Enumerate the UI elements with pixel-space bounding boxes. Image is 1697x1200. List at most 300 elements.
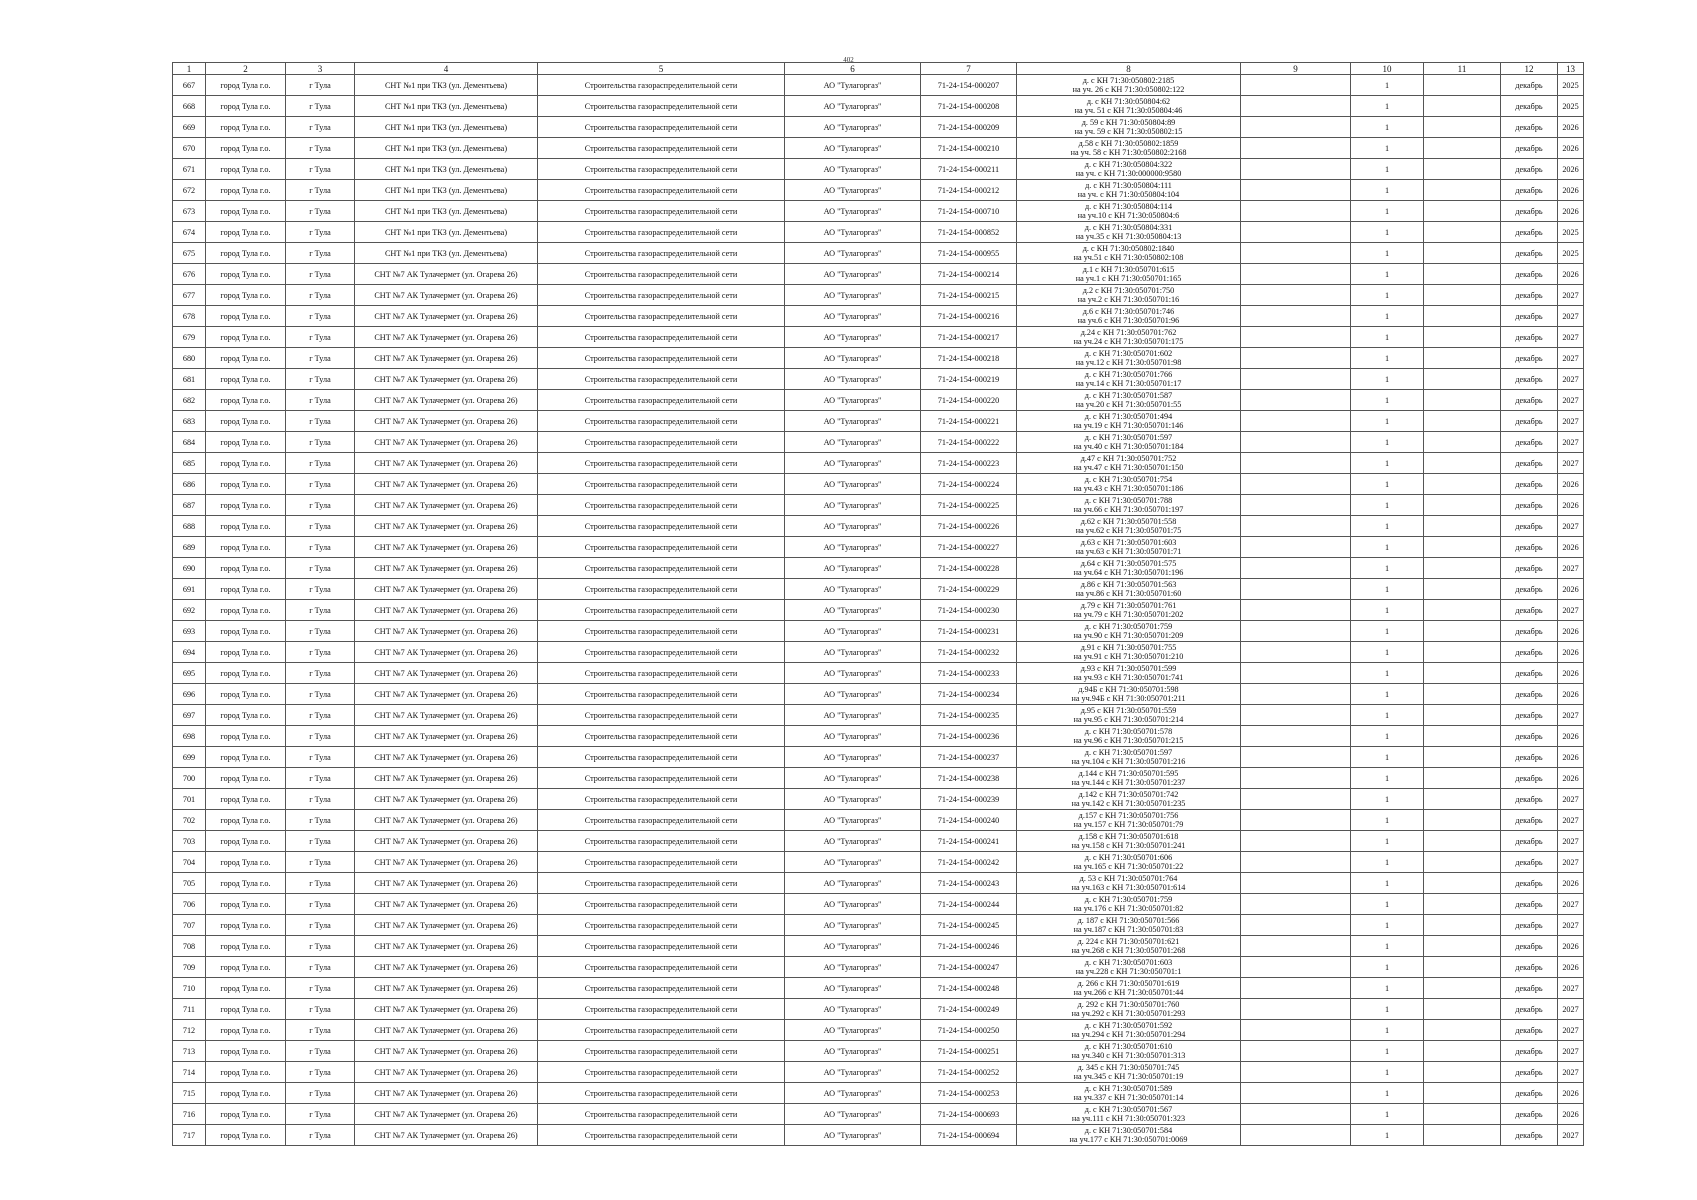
table-row bbox=[173, 432, 1584, 453]
year-cell: 2026 bbox=[1558, 138, 1584, 159]
row-number: 675 bbox=[173, 243, 206, 264]
col9-cell bbox=[1241, 621, 1351, 642]
col9-cell bbox=[1241, 243, 1351, 264]
plot-cadastral-line: на уч.96 с КН 71:30:050701:215 bbox=[1073, 736, 1184, 745]
col-header: 8 bbox=[1017, 63, 1241, 75]
col-header: 2 bbox=[206, 63, 286, 75]
year-cell: 2026 bbox=[1558, 474, 1584, 495]
table-row bbox=[173, 306, 1584, 327]
municipality-cell: город Тула г.о. bbox=[206, 789, 286, 810]
quantity-cell: 1 bbox=[1351, 516, 1424, 537]
col11-cell bbox=[1424, 516, 1501, 537]
plot-cadastral-line: на уч. с КН 71:30:050804:104 bbox=[1077, 190, 1180, 199]
settlement-cell: г Тула bbox=[286, 474, 355, 495]
col11-cell bbox=[1424, 96, 1501, 117]
address-cell bbox=[1017, 348, 1241, 369]
object-cell: СНТ №7 АК Тулачермет (ул. Огарева 26) bbox=[355, 474, 538, 495]
municipality-cell: город Тула г.о. bbox=[206, 327, 286, 348]
municipality-cell: город Тула г.о. bbox=[206, 600, 286, 621]
work-type-cell: Строительства газораспределительной сети bbox=[538, 285, 785, 306]
col9-cell bbox=[1241, 1125, 1351, 1146]
col11-cell bbox=[1424, 264, 1501, 285]
work-type-cell: Строительства газораспределительной сети bbox=[538, 516, 785, 537]
month-cell: декабрь bbox=[1501, 159, 1558, 180]
organization-cell: АО "Тулагоргаз" bbox=[785, 285, 921, 306]
work-type-cell: Строительства газораспределительной сети bbox=[538, 1125, 785, 1146]
object-cell: СНТ №7 АК Тулачермет (ул. Огарева 26) bbox=[355, 579, 538, 600]
object-cell: СНТ №1 при ТКЗ (ул. Дементьева) bbox=[355, 180, 538, 201]
plot-cadastral-line: на уч.66 с КН 71:30:050701:197 bbox=[1073, 505, 1184, 514]
house-cadastral-line: д. с КН 71:30:050701:578 bbox=[1084, 727, 1173, 736]
plot-cadastral-line: на уч.6 с КН 71:30:050701:96 bbox=[1077, 316, 1180, 325]
col9-cell bbox=[1241, 600, 1351, 621]
address-cell bbox=[1017, 642, 1241, 663]
col11-cell bbox=[1424, 642, 1501, 663]
municipality-cell: город Тула г.о. bbox=[206, 201, 286, 222]
month-cell: декабрь bbox=[1501, 327, 1558, 348]
application-id-cell: 71-24-154-000236 bbox=[921, 726, 1017, 747]
col9-cell bbox=[1241, 852, 1351, 873]
municipality-cell: город Тула г.о. bbox=[206, 915, 286, 936]
municipality-cell: город Тула г.о. bbox=[206, 537, 286, 558]
settlement-cell: г Тула bbox=[286, 600, 355, 621]
year-cell: 2026 bbox=[1558, 1083, 1584, 1104]
object-cell: СНТ №7 АК Тулачермет (ул. Огарева 26) bbox=[355, 1020, 538, 1041]
month-cell: декабрь bbox=[1501, 1041, 1558, 1062]
house-cadastral-line: д.142 с КН 71:30:050701:742 bbox=[1078, 790, 1179, 799]
settlement-cell: г Тула bbox=[286, 558, 355, 579]
work-type-cell: Строительства газораспределительной сети bbox=[538, 138, 785, 159]
work-type-cell: Строительства газораспределительной сети bbox=[538, 264, 785, 285]
settlement-cell: г Тула bbox=[286, 1062, 355, 1083]
quantity-cell: 1 bbox=[1351, 201, 1424, 222]
col11-cell bbox=[1424, 474, 1501, 495]
address-cell bbox=[1017, 1083, 1241, 1104]
col9-cell bbox=[1241, 432, 1351, 453]
col-header: 5 bbox=[538, 63, 785, 75]
object-cell: СНТ №1 при ТКЗ (ул. Дементьева) bbox=[355, 138, 538, 159]
col-header: 9 bbox=[1241, 63, 1351, 75]
house-cadastral-line: д.157 с КН 71:30:050701:756 bbox=[1078, 811, 1179, 820]
organization-cell: АО "Тулагоргаз" bbox=[785, 1125, 921, 1146]
month-cell: декабрь bbox=[1501, 852, 1558, 873]
month-cell: декабрь bbox=[1501, 369, 1558, 390]
house-cadastral-line: д.6 с КН 71:30:050701:746 bbox=[1082, 307, 1175, 316]
house-cadastral-line: д.63 с КН 71:30:050701:603 bbox=[1080, 538, 1177, 547]
application-id-cell: 71-24-154-000229 bbox=[921, 579, 1017, 600]
organization-cell: АО "Тулагоргаз" bbox=[785, 474, 921, 495]
year-cell: 2027 bbox=[1558, 1020, 1584, 1041]
application-id-cell: 71-24-154-000211 bbox=[921, 159, 1017, 180]
house-cadastral-line: д. с КН 71:30:050804:331 bbox=[1084, 223, 1173, 232]
application-id-cell: 71-24-154-000230 bbox=[921, 600, 1017, 621]
settlement-cell: г Тула bbox=[286, 495, 355, 516]
house-cadastral-line: д. с КН 71:30:050701:592 bbox=[1084, 1021, 1173, 1030]
col-header: 4 bbox=[355, 63, 538, 75]
quantity-cell: 1 bbox=[1351, 768, 1424, 789]
table-row bbox=[173, 1083, 1584, 1104]
quantity-cell: 1 bbox=[1351, 1041, 1424, 1062]
organization-cell: АО "Тулагоргаз" bbox=[785, 810, 921, 831]
year-cell: 2027 bbox=[1558, 831, 1584, 852]
address-cell bbox=[1017, 936, 1241, 957]
month-cell: декабрь bbox=[1501, 957, 1558, 978]
month-cell: декабрь bbox=[1501, 873, 1558, 894]
organization-cell: АО "Тулагоргаз" bbox=[785, 1020, 921, 1041]
house-cadastral-line: д. с КН 71:30:050802:1840 bbox=[1082, 244, 1175, 253]
work-type-cell: Строительства газораспределительной сети bbox=[538, 936, 785, 957]
address-cell bbox=[1017, 852, 1241, 873]
settlement-cell: г Тула bbox=[286, 810, 355, 831]
house-cadastral-line: д.94Б с КН 71:30:050701:598 bbox=[1078, 685, 1179, 694]
quantity-cell: 1 bbox=[1351, 327, 1424, 348]
plot-cadastral-line: на уч.163 с КН 71:30:050701:614 bbox=[1071, 883, 1186, 892]
table-row bbox=[173, 1062, 1584, 1083]
application-id-cell: 71-24-154-000221 bbox=[921, 411, 1017, 432]
house-cadastral-line: д. с КН 71:30:050802:2185 bbox=[1082, 76, 1175, 85]
table-row bbox=[173, 516, 1584, 537]
col11-cell bbox=[1424, 1062, 1501, 1083]
application-id-cell: 71-24-154-000220 bbox=[921, 390, 1017, 411]
address-cell bbox=[1017, 978, 1241, 999]
row-number: 696 bbox=[173, 684, 206, 705]
col9-cell bbox=[1241, 369, 1351, 390]
col11-cell bbox=[1424, 1041, 1501, 1062]
col11-cell bbox=[1424, 348, 1501, 369]
municipality-cell: город Тула г.о. bbox=[206, 978, 286, 999]
col9-cell bbox=[1241, 306, 1351, 327]
municipality-cell: город Тула г.о. bbox=[206, 705, 286, 726]
settlement-cell: г Тула bbox=[286, 957, 355, 978]
settlement-cell: г Тула bbox=[286, 411, 355, 432]
settlement-cell: г Тула bbox=[286, 936, 355, 957]
col11-cell bbox=[1424, 957, 1501, 978]
year-cell: 2027 bbox=[1558, 432, 1584, 453]
object-cell: СНТ №7 АК Тулачермет (ул. Огарева 26) bbox=[355, 747, 538, 768]
application-id-cell: 71-24-154-000233 bbox=[921, 663, 1017, 684]
municipality-cell: город Тула г.о. bbox=[206, 579, 286, 600]
table-row bbox=[173, 831, 1584, 852]
house-cadastral-line: д. с КН 71:30:050804:111 bbox=[1085, 181, 1172, 190]
plot-cadastral-line: на уч.2 с КН 71:30:050701:16 bbox=[1077, 295, 1180, 304]
quantity-cell: 1 bbox=[1351, 621, 1424, 642]
work-type-cell: Строительства газораспределительной сети bbox=[538, 978, 785, 999]
table-row bbox=[173, 684, 1584, 705]
col9-cell bbox=[1241, 810, 1351, 831]
quantity-cell: 1 bbox=[1351, 390, 1424, 411]
work-type-cell: Строительства газораспределительной сети bbox=[538, 726, 785, 747]
quantity-cell: 1 bbox=[1351, 957, 1424, 978]
organization-cell: АО "Тулагоргаз" bbox=[785, 411, 921, 432]
table-row bbox=[173, 558, 1584, 579]
col11-cell bbox=[1424, 600, 1501, 621]
application-id-cell: 71-24-154-000238 bbox=[921, 768, 1017, 789]
object-cell: СНТ №7 АК Тулачермет (ул. Огарева 26) bbox=[355, 453, 538, 474]
col11-cell bbox=[1424, 852, 1501, 873]
organization-cell: АО "Тулагоргаз" bbox=[785, 915, 921, 936]
application-id-cell: 71-24-154-000248 bbox=[921, 978, 1017, 999]
object-cell: СНТ №7 АК Тулачермет (ул. Огарева 26) bbox=[355, 1062, 538, 1083]
col11-cell bbox=[1424, 915, 1501, 936]
table-row bbox=[173, 789, 1584, 810]
application-id-cell: 71-24-154-000253 bbox=[921, 1083, 1017, 1104]
application-id-cell: 71-24-154-000231 bbox=[921, 621, 1017, 642]
settlement-cell: г Тула bbox=[286, 96, 355, 117]
quantity-cell: 1 bbox=[1351, 264, 1424, 285]
table-row bbox=[173, 495, 1584, 516]
plot-cadastral-line: на уч.157 с КН 71:30:050701:79 bbox=[1073, 820, 1184, 829]
object-cell: СНТ №7 АК Тулачермет (ул. Огарева 26) bbox=[355, 768, 538, 789]
col11-cell bbox=[1424, 726, 1501, 747]
col9-cell bbox=[1241, 705, 1351, 726]
row-number: 685 bbox=[173, 453, 206, 474]
plot-cadastral-line: на уч.142 с КН 71:30:050701:235 bbox=[1071, 799, 1186, 808]
application-id-cell: 71-24-154-000710 bbox=[921, 201, 1017, 222]
month-cell: декабрь bbox=[1501, 768, 1558, 789]
quantity-cell: 1 bbox=[1351, 831, 1424, 852]
col11-cell bbox=[1424, 873, 1501, 894]
municipality-cell: город Тула г.о. bbox=[206, 1062, 286, 1083]
object-cell: СНТ №7 АК Тулачермет (ул. Огарева 26) bbox=[355, 999, 538, 1020]
municipality-cell: город Тула г.о. bbox=[206, 411, 286, 432]
year-cell: 2026 bbox=[1558, 936, 1584, 957]
organization-cell: АО "Тулагоргаз" bbox=[785, 1041, 921, 1062]
object-cell: СНТ №7 АК Тулачермет (ул. Огарева 26) bbox=[355, 978, 538, 999]
table-row bbox=[173, 768, 1584, 789]
col11-cell bbox=[1424, 789, 1501, 810]
house-cadastral-line: д. 292 с КН 71:30:050701:760 bbox=[1077, 1000, 1180, 1009]
municipality-cell: город Тула г.о. bbox=[206, 684, 286, 705]
application-id-cell: 71-24-154-000235 bbox=[921, 705, 1017, 726]
house-cadastral-line: д. с КН 71:30:050701:759 bbox=[1084, 895, 1173, 904]
year-cell: 2026 bbox=[1558, 957, 1584, 978]
plot-cadastral-line: на уч.165 с КН 71:30:050701:22 bbox=[1073, 862, 1184, 871]
col-header: 12 bbox=[1501, 63, 1558, 75]
municipality-cell: город Тула г.о. bbox=[206, 642, 286, 663]
work-type-cell: Строительства газораспределительной сети bbox=[538, 558, 785, 579]
object-cell: СНТ №7 АК Тулачермет (ул. Огарева 26) bbox=[355, 285, 538, 306]
settlement-cell: г Тула bbox=[286, 642, 355, 663]
row-number: 678 bbox=[173, 306, 206, 327]
address-cell bbox=[1017, 243, 1241, 264]
col11-cell bbox=[1424, 243, 1501, 264]
address-cell bbox=[1017, 579, 1241, 600]
month-cell: декабрь bbox=[1501, 75, 1558, 96]
municipality-cell: город Тула г.о. bbox=[206, 453, 286, 474]
row-number: 712 bbox=[173, 1020, 206, 1041]
plot-cadastral-line: на уч.292 с КН 71:30:050701:293 bbox=[1071, 1009, 1186, 1018]
organization-cell: АО "Тулагоргаз" bbox=[785, 1083, 921, 1104]
object-cell: СНТ №7 АК Тулачермет (ул. Огарева 26) bbox=[355, 1083, 538, 1104]
table-row bbox=[173, 747, 1584, 768]
col9-cell bbox=[1241, 516, 1351, 537]
col11-cell bbox=[1424, 453, 1501, 474]
col11-cell bbox=[1424, 327, 1501, 348]
application-id-cell: 71-24-154-000223 bbox=[921, 453, 1017, 474]
settlement-cell: г Тула bbox=[286, 537, 355, 558]
year-cell: 2027 bbox=[1558, 1062, 1584, 1083]
table-row bbox=[173, 1041, 1584, 1062]
month-cell: декабрь bbox=[1501, 663, 1558, 684]
object-cell: СНТ №7 АК Тулачермет (ул. Огарева 26) bbox=[355, 537, 538, 558]
object-cell: СНТ №1 при ТКЗ (ул. Дементьева) bbox=[355, 201, 538, 222]
month-cell: декабрь bbox=[1501, 453, 1558, 474]
quantity-cell: 1 bbox=[1351, 1020, 1424, 1041]
application-id-cell: 71-24-154-000852 bbox=[921, 222, 1017, 243]
quantity-cell: 1 bbox=[1351, 1104, 1424, 1125]
table-row bbox=[173, 348, 1584, 369]
organization-cell: АО "Тулагоргаз" bbox=[785, 201, 921, 222]
municipality-cell: город Тула г.о. bbox=[206, 117, 286, 138]
row-number: 689 bbox=[173, 537, 206, 558]
plot-cadastral-line: на уч.40 с КН 71:30:050701:184 bbox=[1073, 442, 1184, 451]
quantity-cell: 1 bbox=[1351, 348, 1424, 369]
object-cell: СНТ №7 АК Тулачермет (ул. Огарева 26) bbox=[355, 663, 538, 684]
month-cell: декабрь bbox=[1501, 1125, 1558, 1146]
plot-cadastral-line: на уч.62 с КН 71:30:050701:75 bbox=[1075, 526, 1182, 535]
application-id-cell: 71-24-154-000241 bbox=[921, 831, 1017, 852]
work-type-cell: Строительства газораспределительной сети bbox=[538, 1083, 785, 1104]
table-row bbox=[173, 474, 1584, 495]
organization-cell: АО "Тулагоргаз" bbox=[785, 222, 921, 243]
quantity-cell: 1 bbox=[1351, 453, 1424, 474]
row-number: 699 bbox=[173, 747, 206, 768]
municipality-cell: город Тула г.о. bbox=[206, 1104, 286, 1125]
col11-cell bbox=[1424, 390, 1501, 411]
municipality-cell: город Тула г.о. bbox=[206, 768, 286, 789]
month-cell: декабрь bbox=[1501, 558, 1558, 579]
year-cell: 2027 bbox=[1558, 915, 1584, 936]
col9-cell bbox=[1241, 789, 1351, 810]
organization-cell: АО "Тулагоргаз" bbox=[785, 495, 921, 516]
quantity-cell: 1 bbox=[1351, 558, 1424, 579]
work-type-cell: Строительства газораспределительной сети bbox=[538, 474, 785, 495]
year-cell: 2026 bbox=[1558, 621, 1584, 642]
quantity-cell: 1 bbox=[1351, 894, 1424, 915]
month-cell: декабрь bbox=[1501, 138, 1558, 159]
municipality-cell: город Тула г.о. bbox=[206, 957, 286, 978]
row-number: 715 bbox=[173, 1083, 206, 1104]
work-type-cell: Строительства газораспределительной сети bbox=[538, 852, 785, 873]
quantity-cell: 1 bbox=[1351, 411, 1424, 432]
address-cell bbox=[1017, 1104, 1241, 1125]
work-type-cell: Строительства газораспределительной сети bbox=[538, 663, 785, 684]
municipality-cell: город Тула г.о. bbox=[206, 264, 286, 285]
col11-cell bbox=[1424, 201, 1501, 222]
month-cell: декабрь bbox=[1501, 222, 1558, 243]
year-cell: 2027 bbox=[1558, 999, 1584, 1020]
organization-cell: АО "Тулагоргаз" bbox=[785, 558, 921, 579]
quantity-cell: 1 bbox=[1351, 915, 1424, 936]
municipality-cell: город Тула г.о. bbox=[206, 663, 286, 684]
row-number: 705 bbox=[173, 873, 206, 894]
month-cell: декабрь bbox=[1501, 285, 1558, 306]
row-number: 704 bbox=[173, 852, 206, 873]
year-cell: 2026 bbox=[1558, 873, 1584, 894]
application-id-cell: 71-24-154-000252 bbox=[921, 1062, 1017, 1083]
row-number: 708 bbox=[173, 936, 206, 957]
house-cadastral-line: д. с КН 71:30:050701:610 bbox=[1084, 1042, 1173, 1051]
work-type-cell: Строительства газораспределительной сети bbox=[538, 1104, 785, 1125]
table-row bbox=[173, 600, 1584, 621]
organization-cell: АО "Тулагоргаз" bbox=[785, 243, 921, 264]
object-cell: СНТ №7 АК Тулачермет (ул. Огарева 26) bbox=[355, 327, 538, 348]
quantity-cell: 1 bbox=[1351, 1125, 1424, 1146]
work-type-cell: Строительства газораспределительной сети bbox=[538, 537, 785, 558]
month-cell: декабрь bbox=[1501, 810, 1558, 831]
month-cell: декабрь bbox=[1501, 747, 1558, 768]
plot-cadastral-line: на уч.176 с КН 71:30:050701:82 bbox=[1073, 904, 1184, 913]
col-header: 7 bbox=[921, 63, 1017, 75]
work-type-cell: Строительства газораспределительной сети bbox=[538, 621, 785, 642]
object-cell: СНТ №7 АК Тулачермет (ул. Огарева 26) bbox=[355, 348, 538, 369]
object-cell: СНТ №1 при ТКЗ (ул. Дементьева) bbox=[355, 159, 538, 180]
address-cell bbox=[1017, 117, 1241, 138]
settlement-cell: г Тула bbox=[286, 75, 355, 96]
house-cadastral-line: д.86 с КН 71:30:050701:563 bbox=[1080, 580, 1177, 589]
organization-cell: АО "Тулагоргаз" bbox=[785, 180, 921, 201]
row-number: 697 bbox=[173, 705, 206, 726]
settlement-cell: г Тула bbox=[286, 705, 355, 726]
object-cell: СНТ №7 АК Тулачермет (ул. Огарева 26) bbox=[355, 264, 538, 285]
organization-cell: АО "Тулагоргаз" bbox=[785, 369, 921, 390]
table-row bbox=[173, 579, 1584, 600]
address-cell bbox=[1017, 516, 1241, 537]
month-cell: декабрь bbox=[1501, 642, 1558, 663]
municipality-cell: город Тула г.о. bbox=[206, 999, 286, 1020]
quantity-cell: 1 bbox=[1351, 663, 1424, 684]
month-cell: декабрь bbox=[1501, 348, 1558, 369]
object-cell: СНТ №1 при ТКЗ (ул. Дементьева) bbox=[355, 75, 538, 96]
settlement-cell: г Тула bbox=[286, 915, 355, 936]
house-cadastral-line: д. с КН 71:30:050804:322 bbox=[1084, 160, 1173, 169]
page-number: 402 bbox=[843, 56, 854, 64]
month-cell: декабрь bbox=[1501, 96, 1558, 117]
house-cadastral-line: д. с КН 71:30:050701:589 bbox=[1084, 1084, 1173, 1093]
settlement-cell: г Тула bbox=[286, 453, 355, 474]
municipality-cell: город Тула г.о. bbox=[206, 306, 286, 327]
municipality-cell: город Тула г.о. bbox=[206, 726, 286, 747]
settlement-cell: г Тула bbox=[286, 1104, 355, 1125]
house-cadastral-line: д.158 с КН 71:30:050701:618 bbox=[1078, 832, 1179, 841]
col9-cell bbox=[1241, 453, 1351, 474]
work-type-cell: Строительства газораспределительной сети bbox=[538, 201, 785, 222]
work-type-cell: Строительства газораспределительной сети bbox=[538, 894, 785, 915]
plot-cadastral-line: на уч.86 с КН 71:30:050701:60 bbox=[1075, 589, 1182, 598]
col9-cell bbox=[1241, 663, 1351, 684]
year-cell: 2026 bbox=[1558, 1104, 1584, 1125]
application-id-cell: 71-24-154-000251 bbox=[921, 1041, 1017, 1062]
table-row bbox=[173, 180, 1584, 201]
col11-cell bbox=[1424, 747, 1501, 768]
plot-cadastral-line: на уч.19 с КН 71:30:050701:146 bbox=[1073, 421, 1184, 430]
house-cadastral-line: д. с КН 71:30:050701:597 bbox=[1084, 433, 1173, 442]
address-cell bbox=[1017, 285, 1241, 306]
settlement-cell: г Тула bbox=[286, 978, 355, 999]
row-number: 671 bbox=[173, 159, 206, 180]
year-cell: 2026 bbox=[1558, 579, 1584, 600]
organization-cell: АО "Тулагоргаз" bbox=[785, 663, 921, 684]
row-number: 670 bbox=[173, 138, 206, 159]
work-type-cell: Строительства газораспределительной сети bbox=[538, 117, 785, 138]
gas-connection-table bbox=[172, 62, 1584, 1146]
row-number: 707 bbox=[173, 915, 206, 936]
col11-cell bbox=[1424, 621, 1501, 642]
month-cell: декабрь bbox=[1501, 516, 1558, 537]
row-number: 693 bbox=[173, 621, 206, 642]
quantity-cell: 1 bbox=[1351, 999, 1424, 1020]
application-id-cell: 71-24-154-000208 bbox=[921, 96, 1017, 117]
